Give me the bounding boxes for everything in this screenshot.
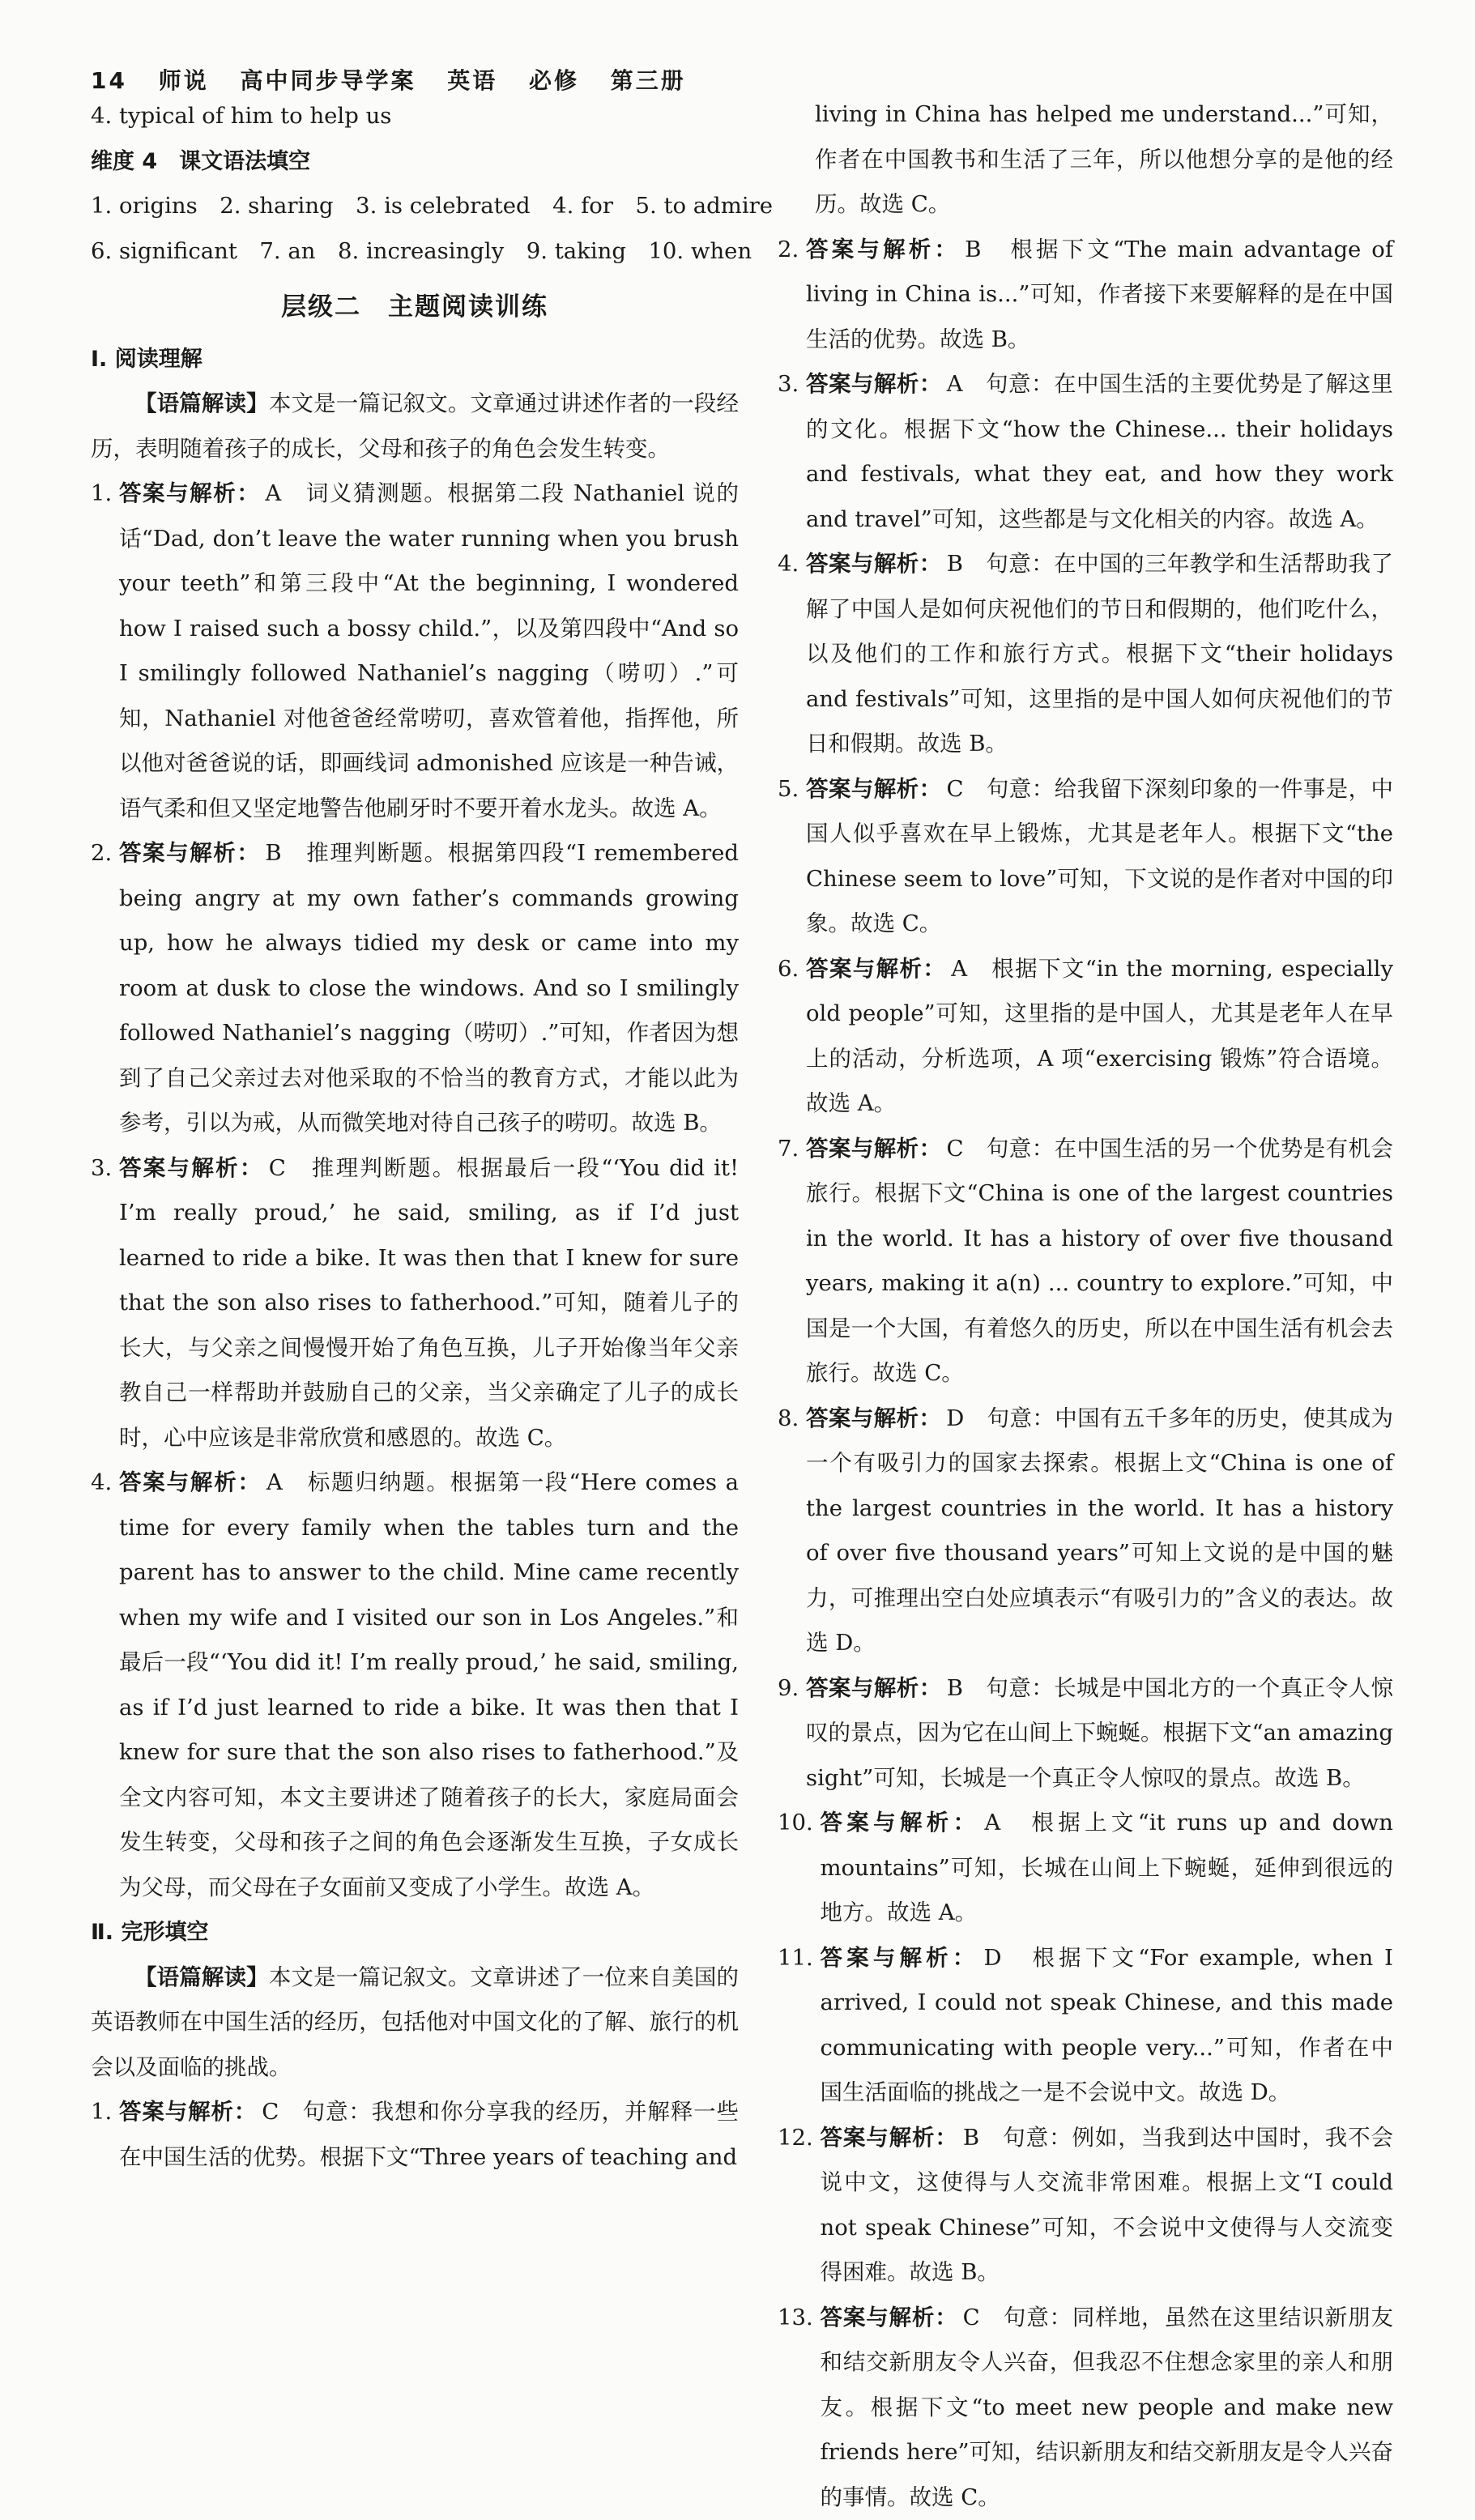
item-number: 12. <box>778 2116 820 2296</box>
answer-item <box>778 1801 1393 1936</box>
volume: 第三册 <box>611 67 686 94</box>
item-number: 3. <box>91 1146 119 1461</box>
item-number: 9. <box>778 1666 806 1802</box>
answer-text: A 标题归纳题。根据第一段“Here comes a time for every family when the tables turn and the parent has to answer to the child. Mine came recently when my wife and I visited our son in Los Angeles.”和最后一段“‘You did it! I’m really proud,’ he said, smiling, as if I’d just learned to ride a bike. It was then that I knew for sure that the son also rises to fatherhood.”及全文内容可知，本文主要讲述了随着孩子的长大，家庭局面会发生转变，父母和孩子之间的角色会逐渐发生互换，子女成长为父母，而父母在子女面前又变成了小学生。故选 A。 <box>119 1469 739 1900</box>
answer-text: B 句意：例如，当我到达中国时，我不会说中文，这使得与人交流非常困难。根据上文“I could not speak Chinese”可知，不会说中文使得与人交流变得困难。故选 B。 <box>820 2125 1393 2286</box>
answer-item <box>778 1127 1393 1396</box>
intro-tag: 【语篇解读】 <box>134 1964 269 1990</box>
answer-line: 4. typical of him to help us <box>91 94 739 139</box>
answer-tag: 答案与解析： <box>119 1469 262 1495</box>
answer-item <box>91 1460 739 1910</box>
item-number: 8. <box>778 1396 806 1666</box>
intro-tag: 【语篇解读】 <box>134 390 269 416</box>
answer-text: C 句意：给我留下深刻印象的一件事是，中国人似乎喜欢在早上锻炼，尤其是老年人。根据下文“the Chinese seem to love”可知，下文说的是作者对中国的印象。故选 C。 <box>806 776 1393 937</box>
answer-text: B 根据下文“The main advantage of living in China is...”可知，作者接下来要解释的是在中国生活的优势。故选 B。 <box>806 237 1393 352</box>
item-number: 7. <box>778 1127 806 1396</box>
item-number: 2. <box>91 831 119 1146</box>
answer-item <box>91 2090 739 2180</box>
answer-tag: 答案与解析： <box>806 1405 941 1431</box>
answer-text: C 句意：我想和你分享我的经历，并解释一些在中国生活的优势。根据下文“Three years of teaching and <box>119 2099 739 2170</box>
answer-text: A 根据下文“in the morning, especially old people”可知，这里指的是中国人，尤其是老年人在早上的活动，分析选项，A 项“exercising 锻炼”符合语境。故选 A。 <box>806 956 1393 1117</box>
answer-item <box>778 1666 1393 1802</box>
left-column <box>91 94 739 2180</box>
answer-tag: 答案与解析： <box>119 1155 264 1181</box>
answer-continuation: living in China has helped me understand...”可知，作者在中国教书和生活了三年，所以他想分享的是他的经历。故选 C。 <box>778 92 1393 228</box>
answer-item <box>778 542 1393 767</box>
item-number: 11. <box>778 1936 820 2116</box>
answer-tag: 答案与解析： <box>119 480 260 506</box>
answer-item <box>778 767 1393 947</box>
answer-tag: 答案与解析： <box>806 776 942 802</box>
running-header <box>91 63 755 96</box>
answer-text: B 推理判断题。根据第四段“I remembered being angry at my own father’s commands growing up, how he always tidied my desk or came into my room at dusk to close the windows. And so I smilingly followed Nathaniel’s nagging（唠叨）.”可知，作者因为想到了自己父亲过去对他采取的不恰当的教育方式，才能以此为参考，引以为戒，从而微笑地对待自己孩子的唠叨。故选 B。 <box>119 840 739 1136</box>
subject: 英语 <box>447 67 497 94</box>
level-title: 层级二 主题阅读训练 <box>91 285 739 330</box>
page-number: 14 <box>91 67 127 94</box>
answer-item <box>778 2296 1393 2520</box>
answer-tag: 答案与解析： <box>806 1136 942 1162</box>
book-title: 高中同步导学案 <box>240 67 416 94</box>
section-heading-dim4: 维度 4 课文语法填空 <box>91 139 739 185</box>
intro-text: 本文是一篇记叙文。文章讲述了一位来自美国的英语教师在中国生活的经历，包括他对中国文化的了解、旅行的机会以及面临的挑战。 <box>91 1964 739 2080</box>
answer-tag: 答案与解析： <box>820 2125 957 2151</box>
answer-tag: 答案与解析： <box>806 956 946 982</box>
item-number: 1. <box>91 2090 119 2180</box>
answer-text: D 根据下文“For example, when I arrived, I could not speak Chinese, and this made communicating with people very...”可知，作者在中国生活面临的挑战之一是不会说中文。故选 D。 <box>820 1945 1393 2106</box>
answer-item <box>778 228 1393 363</box>
section-heading-cloze: Ⅱ. 完形填空 <box>91 1910 739 1955</box>
item-number: 13. <box>778 2296 820 2520</box>
answer-tag: 答案与解析： <box>820 2305 957 2330</box>
item-number: 4. <box>91 1460 119 1910</box>
answer-text: D 句意：中国有五千多年的历史，使其成为一个有吸引力的国家去探索。根据上文“China is one of the largest countries in the world. It has a history of over five thousand years”可知上文说的是中国的魅力，可推理出空白处应填表示“有吸引力的”含义的表达。故选 D。 <box>806 1405 1393 1657</box>
answer-text: C 句意：同样地，虽然在这里结识新朋友和结交新朋友令人兴奋，但我忍不住想念家里的亲人和朋友。根据下文“to meet new people and make new friends here”可知，结识新朋友和结交新朋友是令人兴奋的事情。故选 C。 <box>820 2305 1393 2510</box>
answer-item <box>778 2116 1393 2296</box>
item-number: 3. <box>778 362 806 542</box>
answer-item <box>91 1146 739 1461</box>
answer-text: B 句意：长城是中国北方的一个真正令人惊叹的景点，因为它在山间上下蜿蜒。根据下文“an amazing sight”可知，长城是一个真正令人惊叹的景点。故选 B。 <box>806 1675 1393 1791</box>
answer-text: A 根据上文“it runs up and down mountains”可知，长城在山间上下蜿蜒，延伸到很远的地方。故选 A。 <box>820 1810 1393 1925</box>
right-column <box>778 92 1393 2520</box>
answer-text: A 词义猜测题。根据第二段 Nathaniel 说的话“Dad, don’t leave the water running when you brush your teeth”和第三段中“At the beginning, I wondered how I raised such a bossy child.”，以及第四段中“And so I smilingly followed Nathaniel’s nagging（唠叨）.”可知，Nathaniel 对他爸爸经常唠叨，喜欢管着他，指挥他，所以他对爸爸说的话，即画线词 admonished 应该是一种告诫，语气柔和但又坚定地警告他刷牙时不要开着水龙头。故选 A。 <box>119 480 739 821</box>
answer-item <box>91 471 739 831</box>
answer-item <box>778 947 1393 1127</box>
item-number: 5. <box>778 767 806 947</box>
answer-tag: 答案与解析： <box>806 371 942 397</box>
answer-tag: 答案与解析： <box>119 2099 257 2125</box>
answer-item <box>91 831 739 1146</box>
answer-item <box>778 362 1393 542</box>
series-name: 师说 <box>159 67 209 94</box>
answer-text: B 句意：在中国的三年教学和生活帮助我了解了中国人是如何庆祝他们的节日和假期的，他们吃什么，以及他们的工作和旅行方式。根据下文“their holidays and festivals”可知，这里指的是中国人如何庆祝他们的节日和假期。故选 B。 <box>806 551 1393 757</box>
answer-tag: 答案与解析： <box>806 551 942 577</box>
answer-row: 6. significant 7. an 8. increasingly 9. taking 10. when <box>91 229 739 275</box>
answer-item <box>778 1936 1393 2116</box>
intro-text: 本文是一篇记叙文。文章通过讲述作者的一段经历，表明随着孩子的成长，父母和孩子的角色会发生转变。 <box>91 390 739 462</box>
section-heading-reading: Ⅰ. 阅读理解 <box>91 337 739 382</box>
passage-intro <box>91 1955 739 2091</box>
passage-intro <box>91 382 739 471</box>
item-number: 2. <box>778 228 806 363</box>
item-number: 6. <box>778 947 806 1127</box>
answer-item <box>778 1396 1393 1666</box>
answer-tag: 答案与解析： <box>119 840 260 866</box>
answer-tag: 答案与解析： <box>820 1810 979 1836</box>
answer-tag: 答案与解析： <box>820 1945 978 1971</box>
answer-text: C 推理判断题。根据最后一段“‘You did it! I’m really proud,’ he said, smiling, as if I’d just learned to ride a bike. It was then that I knew for sure that the son also rises to fatherhood.”可知，随着儿子的长大，与父亲之间慢慢开始了角色互换，儿子开始像当年父亲教自己一样帮助并鼓励自己的父亲，当父亲确定了儿子的成长时，心中应该是非常欣赏和感恩的。故选 C。 <box>119 1155 739 1451</box>
item-number: 4. <box>778 542 806 767</box>
answer-tag: 答案与解析： <box>806 237 960 262</box>
item-number: 1. <box>91 471 119 831</box>
answer-text: A 句意：在中国生活的主要优势是了解这里的文化。根据下文“how the Chinese... their holidays and festivals, what they eat, and how they work and travel”可知，这些都是与文化相关的内容。故选 A。 <box>806 371 1393 532</box>
answer-text: C 句意：在中国生活的另一个优势是有机会旅行。根据下文“China is one of the largest countries in the world. It has a history of over five thousand years, making it a(n) ... country to explore.”可知，中国是一个大国，有着悠久的历史，所以在中国生活有机会去旅行。故选 C。 <box>806 1136 1393 1387</box>
book-type: 必修 <box>529 67 579 94</box>
answer-tag: 答案与解析： <box>806 1675 942 1701</box>
answer-row: 1. origins 2. sharing 3. is celebrated 4. for 5. to admire <box>91 184 739 229</box>
item-number: 10. <box>778 1801 820 1936</box>
